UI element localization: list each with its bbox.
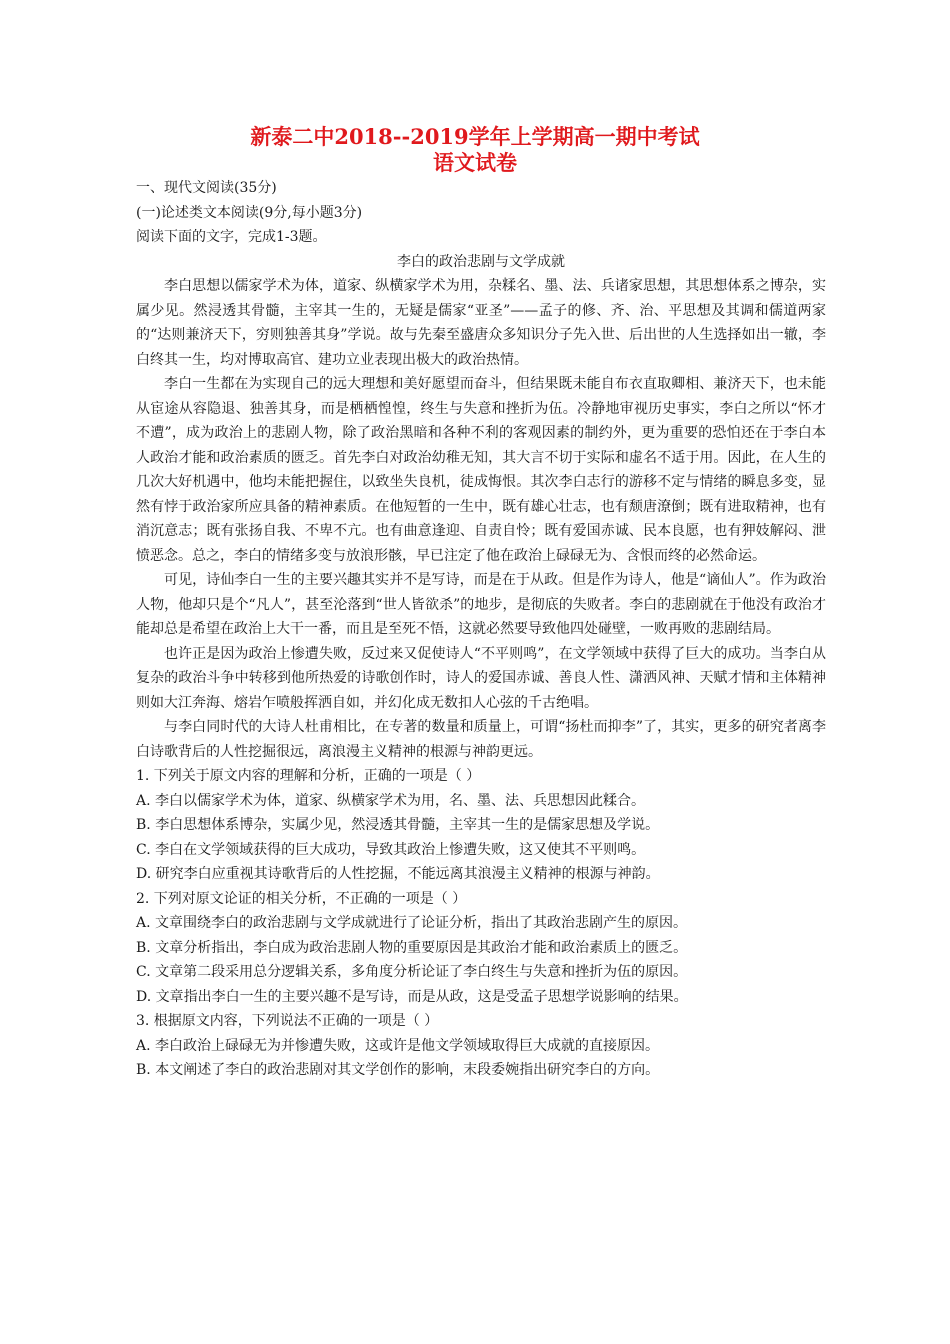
- answer-option: A. 李白政治上碌碌无为并惨遭失败，这或许是他文学领域取得巨大成就的直接原因。: [136, 1037, 660, 1054]
- article-paragraph: 也许正是因为政治上惨遭失败，反过来又促使诗人“不平则鸣”，在文学领域中获得了巨大的成功。当李白从复杂的政治斗争中转移到他所热爱的诗歌创作时，诗人的爱国赤诚、善良人性、潇洒风神、天赋才情和主体精神则如大江奔海、熔岩乍喷般挥洒自如，并幻化成无数扣人心弦的千古绝唱。: [136, 645, 826, 711]
- answer-option: C. 李白在文学领域获得的巨大成功，导致其政治上惨遭失败，这又使其不平则鸣。: [136, 841, 646, 858]
- article-paragraph: 与李白同时代的大诗人杜甫相比，在专著的数量和质量上，可谓“扬杜而抑李”了，其实，更多的研究者离李白诗歌背后的人性挖掘很远，离浪漫主义精神的根源与神韵更远。: [136, 719, 826, 760]
- question-stem: 1. 下列关于原文内容的理解和分析，正确的一项是（ ）: [136, 768, 481, 784]
- answer-option: B. 本文阐述了李白的政治悲剧对其文学创作的影响，末段委婉指出研究李白的方向。: [136, 1062, 660, 1078]
- article-title: 李白的政治悲剧与文学成就: [397, 253, 565, 270]
- article-paragraph: 李白思想以儒家学术为体，道家、纵横家学术为用，杂糅名、墨、法、兵诸家思想，其思想体系之博杂，实属少见。然浸透其骨髓，主宰其一生的，无疑是儒家“亚圣”——孟子的修、齐、治、平思想及其调和儒道两家的“达则兼济天下，穷则独善其身”学说。故与先秦至盛唐众多知识分子先入世、后出世的人生选择如出一辙，李白终其一生，均对博取高官、建功立业表现出极大的政治热情。: [136, 278, 826, 368]
- exam-content: [136, 176, 826, 1083]
- answer-option: C. 文章第二段采用总分逻辑关系，多角度分析论证了李白终生与失意和挫折为伍的原因。: [136, 964, 688, 980]
- exam-title: 新泰二中2018--2019学年上学期高一期中考试: [250, 124, 700, 149]
- instruction-text: 阅读下面的文字，完成1-3题。: [136, 229, 327, 245]
- answer-option: D. 研究李白应重视其诗歌背后的人性挖掘，不能远离其浪漫主义精神的根源与神韵。: [136, 866, 660, 882]
- section-heading: 一、现代文阅读(35分): [136, 180, 277, 196]
- answer-option: B. 李白思想体系博杂，实属少见，然浸透其骨髓，主宰其一生的是儒家思想及学说。: [136, 817, 660, 833]
- question-stem: 2. 下列对原文论证的相关分析，不正确的一项是（ ）: [136, 890, 467, 907]
- answer-option: A. 李白以儒家学术为体，道家、纵横家学术为用，名、墨、法、兵思想因此糅合。: [136, 792, 646, 809]
- article-paragraph: 可见，诗仙李白一生的主要兴趣其实并不是写诗，而是在于从政。但是作为诗人，他是“谪仙人”。作为政治人物，他却只是个“凡人”，甚至沦落到“世人皆欲杀”的地步，是彻底的失败者。李白的悲剧就在于他没有政治才能却总是希望在政治上大干一番，而且是至死不悟，这就必然要导致他四处碰壁，一败再败的悲剧结局。: [136, 572, 826, 637]
- exam-subtitle: 语文试卷: [433, 150, 517, 175]
- answer-option: A. 文章围绕李白的政治悲剧与文学成就进行了论证分析，指出了其政治悲剧产生的原因。: [136, 915, 688, 931]
- question-stem: 3. 根据原文内容，下列说法不正确的一项是（ ）: [136, 1013, 439, 1029]
- answer-option: D. 文章指出李白一生的主要兴趣不是写诗，而是从政，这是受孟子思想学说影响的结果。: [136, 988, 688, 1005]
- section-subheading: (一)论述类文本阅读(9分,每小题3分): [136, 204, 363, 221]
- article-paragraph: 李白一生都在为实现自己的远大理想和美好愿望而奋斗，但结果既未能自布衣直取卿相、兼济天下，也未能从宦途从容隐退、独善其身，而是栖栖惶惶，终生与失意和挫折为伍。冷静地审视历史事实，李白之所以“怀才不遭”，成为政治上的悲剧人物，除了政治黑暗和各种不利的客观因素的制约外，更为重要的恐怕还在于李白本人政治才能和政治素质的匮乏。首先李白对政治幼稚无知，其大言不切于实际和虚名不适于用。因此，在人生的几次大好机遇中，他均未能把握住，以致坐失良机，徒成悔恨。其次李白志行的游移不定与情绪的瞬息多变，显然有悖于政治家所应具备的精神素质。在他短暂的一生中，既有雄心壮志，也有颓唐潦倒；既有进取精神，也有消沉意志；既有张扬自我、不卑不亢。也有曲意逢迎、自责自怜；既有爱国赤诚、民本良愿，也有狎妓解闷、泄愤恶念。总之，李白的情绪多变与放浪形骸，早已注定了他在政治上碌碌无为、含恨而终的必然命运。: [136, 376, 826, 564]
- answer-option: B. 文章分析指出，李白成为政治悲剧人物的重要原因是其政治才能和政治素质上的匮乏。: [136, 939, 688, 956]
